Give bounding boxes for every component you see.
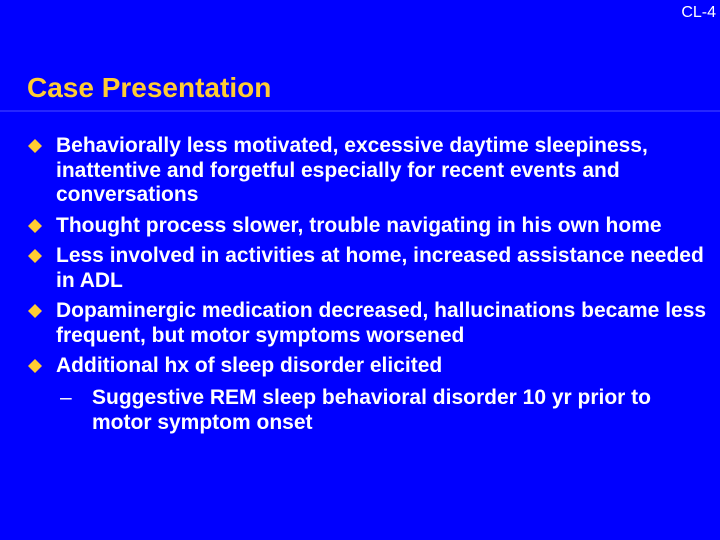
bullet-item (26, 354, 716, 435)
slide-title: Case Presentation (27, 72, 272, 103)
bullet-item (26, 299, 716, 348)
bullet-item (26, 214, 716, 239)
bullet-text: Additional hx of sleep disorder elicited (56, 354, 443, 377)
sub-bullet-text: Suggestive REM sleep behavioral disorder 10 yr prior to motor symptom onset (92, 385, 652, 434)
bullet-text: Less involved in activities at home, increased assistance needed in ADL (56, 244, 704, 292)
bullet-text: Behaviorally less motivated, excessive daytime sleepiness, inattentive and forgetful especially for recent events and conversations (56, 134, 648, 206)
title-divider (0, 110, 720, 112)
diamond-bullet-icon (28, 139, 42, 153)
diamond-bullet-icon (28, 249, 42, 263)
diamond-bullet-icon (28, 219, 42, 233)
bullet-item (26, 134, 716, 208)
bullet-text: Dopaminergic medication decreased, hallucinations became less frequent, but motor symptoms worsened (56, 299, 707, 347)
diamond-bullet-icon (28, 359, 42, 373)
bullet-text: Thought process slower, trouble navigating in his own home (56, 213, 662, 237)
diamond-bullet-icon (28, 304, 42, 318)
slide-id: CL-4 (681, 4, 716, 21)
sub-bullet-list (56, 385, 716, 435)
bullet-item (26, 244, 716, 293)
dash-bullet: – (60, 385, 72, 409)
sub-bullet-item (56, 385, 716, 435)
bullet-list (26, 134, 716, 441)
